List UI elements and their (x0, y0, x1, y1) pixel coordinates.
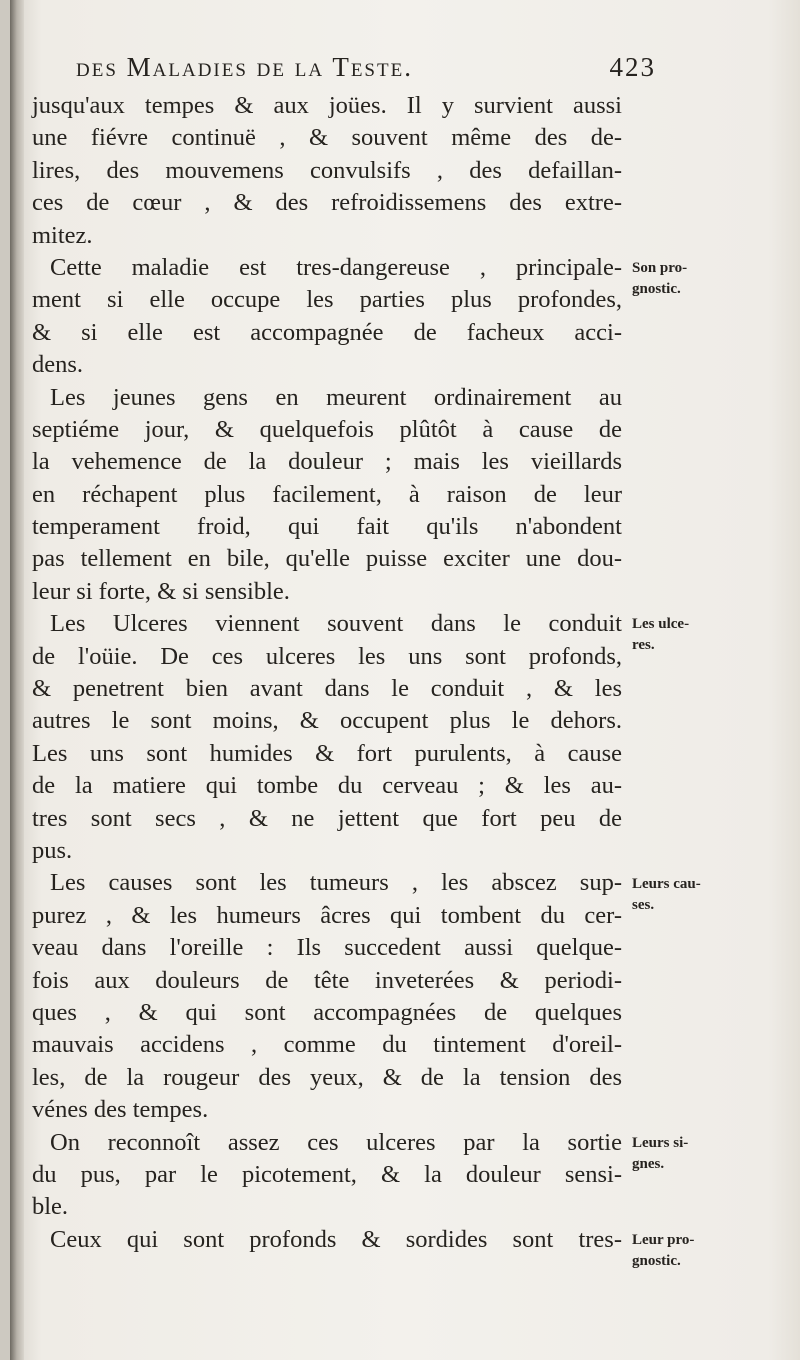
text-line: en réchapent plus facilement, à raison de leur (32, 480, 622, 508)
text-line: autres le sont moins, & occupent plus le dehors. (32, 707, 622, 735)
text-line: lires, des mouvemens convulsifs , des defaillan- (32, 156, 622, 184)
text-line: de la matiere qui tombe du cerveau ; & les au- (32, 772, 622, 800)
text-line: Ceux qui sont profonds & sordides sont tres- (50, 1225, 622, 1253)
text-line: ble. (32, 1193, 69, 1221)
text-line: vénes des tempes. (32, 1096, 209, 1124)
body-text (32, 90, 622, 1256)
text-line: dens. (32, 351, 84, 379)
text-line: Les Ulceres viennent souvent dans le conduit (50, 610, 622, 638)
margin-note: Leur pro- gnostic. (632, 1232, 695, 1269)
text-line: ment si elle occupe les parties plus profondes, (32, 286, 622, 314)
margin-note: Leurs si- gnes. (632, 1134, 689, 1172)
text-line: fois aux douleurs de tête inveterées & periodi- (32, 966, 622, 994)
text-line: une fiévre continuë , & souvent même des de- (32, 124, 622, 152)
text-line: temperament froid, qui fait qu'ils n'abondent (32, 513, 622, 541)
text-line: Les jeunes gens en meurent ordinairement au (50, 383, 622, 411)
text-line: ces de cœur , & des refroidissemens des extre- (32, 189, 622, 217)
text-line: pas tellement en bile, qu'elle puisse exciter une dou- (32, 545, 622, 573)
text-line: purez , & les humeurs âcres qui tombent du cer- (32, 901, 622, 929)
text-line: tres sont secs , & ne jettent que fort peu de (32, 804, 622, 832)
page-number: 423 (609, 52, 656, 82)
text-line: septiéme jour, & quelquefois plûtôt à cause de (32, 415, 622, 443)
text-line: jusqu'aux tempes & aux joües. Il y survient aussi (32, 92, 622, 119)
text-line: pus. (32, 836, 73, 864)
text-line: les, de la rougeur des yeux, & de la tension des (32, 1063, 622, 1091)
margin-note: Son pro- gnostic. (632, 260, 688, 297)
running-title: des Maladies de la Teste. (76, 52, 413, 82)
text-line: & penetrent bien avant dans le conduit , & les (32, 675, 622, 703)
text-line: Cette maladie est tres-dangereuse , principale- (50, 253, 622, 281)
text-line: mitez. (32, 221, 93, 249)
text-line: la vehemence de la douleur ; mais les vieillards (32, 448, 622, 476)
text-line: On reconnoît assez ces ulceres par la sortie (50, 1128, 622, 1156)
text-line: de l'oüie. De ces ulceres les uns sont profonds, (32, 642, 622, 670)
text-line: Les uns sont humides & fort purulents, à cause (32, 739, 622, 767)
book-spine-shadow (10, 0, 24, 1360)
margin-note: Les ulce- res. (632, 616, 690, 654)
text-line: ques , & qui sont accompagnées de quelques (32, 998, 622, 1026)
margin-note: Leurs cau- ses. (632, 875, 701, 913)
text-line: mauvais accidens , comme du tintement d'oreil- (32, 1031, 622, 1059)
text-line: & si elle est accompagnée de facheux acci- (32, 318, 622, 346)
text-line: du pus, par le picotement, & la douleur sensi- (32, 1160, 622, 1188)
text-line: Les causes sont les tumeurs , les abscez sup- (50, 869, 622, 897)
text-line: leur si forte, & si sensible. (32, 577, 290, 605)
text-line: veau dans l'oreille : Ils succedent aussi quelque- (32, 934, 622, 962)
